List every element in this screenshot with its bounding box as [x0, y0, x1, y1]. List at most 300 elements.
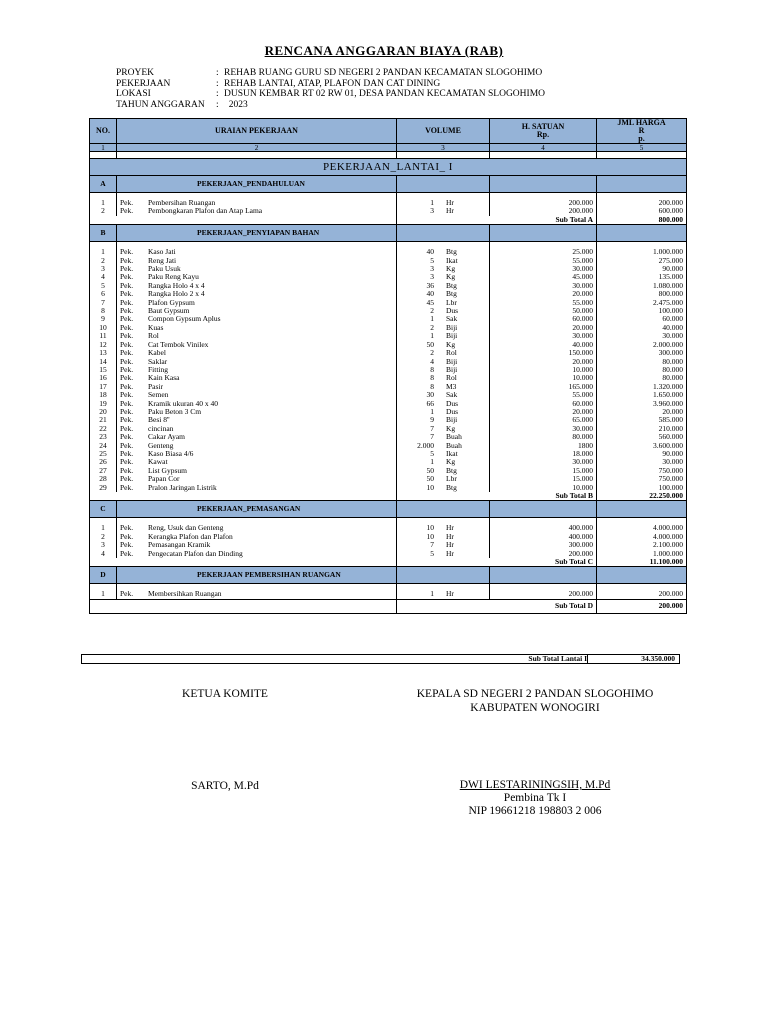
- column-header: H. SATUAN Rp.: [490, 119, 597, 144]
- item-unit: Rol: [446, 374, 457, 383]
- item-number: 22: [90, 425, 117, 433]
- spacer-row: [90, 152, 687, 159]
- item-unit-price: 20.000: [490, 358, 597, 366]
- item-unit: Btg: [446, 483, 457, 492]
- table-row: [90, 324, 687, 332]
- item-unit-price: 20.000: [490, 324, 597, 332]
- section-header-cell: [490, 225, 597, 242]
- item-prefix: Pek.: [120, 441, 134, 450]
- item-name: Baut Gypsum: [148, 307, 190, 316]
- item-quantity: 2: [430, 323, 434, 332]
- item-prefix: Pek.: [120, 466, 134, 475]
- item-prefix: Pek.: [120, 365, 134, 374]
- item-quantity: 8: [430, 365, 434, 374]
- subtotal-label: Sub Total B: [397, 492, 597, 501]
- item-name: Pembongkaran Plafon dan Atap Lama: [148, 207, 263, 216]
- item-volume: [397, 550, 490, 558]
- item-number: 11: [90, 332, 117, 340]
- column-number: 4: [490, 144, 597, 152]
- item-quantity: 8: [430, 374, 434, 383]
- item-total-price: 560.000: [597, 433, 687, 441]
- item-unit-price: 55.000: [490, 391, 597, 399]
- item-unit-price: 55.000: [490, 299, 597, 307]
- lantai-row: [90, 159, 687, 176]
- section-header-row: [90, 567, 687, 584]
- item-unit-price: 25.000: [490, 248, 597, 256]
- item-total-price: 200.000: [597, 199, 687, 207]
- item-number: 4: [90, 273, 117, 281]
- item-number: 13: [90, 349, 117, 357]
- item-number: 9: [90, 315, 117, 323]
- principal-rank: Pembina Tk I: [503, 792, 567, 804]
- item-prefix: Pek.: [120, 407, 134, 416]
- item-unit: Hr: [446, 532, 454, 541]
- section-header-cell: [490, 567, 597, 584]
- item-number: 6: [90, 290, 117, 298]
- item-total-price: 30.000: [597, 458, 687, 466]
- item-total-price: 1.000.000: [597, 248, 687, 256]
- table-row: [90, 467, 687, 475]
- item-name: Papan Cor: [148, 475, 180, 484]
- item-unit-price: 1800: [490, 442, 597, 450]
- item-description: [117, 400, 397, 408]
- section-code: B: [90, 225, 117, 242]
- meta-key: PROYEK: [116, 68, 155, 78]
- item-unit: Ikat: [446, 449, 458, 458]
- item-total-price: 135.000: [597, 273, 687, 281]
- section-code: A: [90, 176, 117, 193]
- item-name: Pralon Jaringan Listrik: [148, 483, 217, 492]
- item-quantity: 2: [430, 349, 434, 358]
- grand-total-value: 34.350.000: [641, 654, 675, 663]
- item-unit: Dus: [446, 399, 459, 408]
- item-volume: [397, 524, 490, 532]
- item-volume: [397, 307, 490, 315]
- section-code: C: [90, 501, 117, 518]
- item-unit-price: 300.000: [490, 541, 597, 549]
- item-number: 2: [90, 257, 117, 265]
- item-volume: [397, 332, 490, 340]
- item-name: Compon Gypsum Aplus: [148, 315, 221, 324]
- item-number: 15: [90, 366, 117, 374]
- subtotal-value: 800.000: [597, 216, 687, 225]
- item-quantity: 1: [430, 407, 434, 416]
- item-quantity: 4: [430, 357, 434, 366]
- table-row: [90, 257, 687, 265]
- table-row: [90, 265, 687, 273]
- table-row: [90, 341, 687, 349]
- item-unit-price: 200.000: [490, 207, 597, 215]
- item-quantity: 50: [426, 340, 434, 349]
- table-row: [90, 199, 687, 207]
- section-header-cell: [597, 501, 687, 518]
- item-total-price: 1.000.000: [597, 550, 687, 558]
- item-name: Pasir: [148, 382, 163, 391]
- item-description: [117, 467, 397, 475]
- item-name: Semen: [148, 391, 169, 400]
- item-unit: Sak: [446, 315, 458, 324]
- item-total-price: 100.000: [597, 484, 687, 492]
- item-total-price: 90.000: [597, 265, 687, 273]
- item-prefix: Pek.: [120, 265, 134, 274]
- item-number: 19: [90, 400, 117, 408]
- item-unit: Btg: [446, 248, 457, 257]
- item-quantity: 1: [430, 332, 434, 341]
- item-total-price: 800.000: [597, 290, 687, 298]
- item-name: Paku Beton 3 Cm: [148, 407, 202, 416]
- item-volume: [397, 383, 490, 391]
- table-row: [90, 408, 687, 416]
- table-row: [90, 442, 687, 450]
- subtotal-blank: [90, 599, 397, 613]
- table-row: [90, 248, 687, 256]
- item-name: Cat Tembok Vinilex: [148, 340, 209, 349]
- item-unit-price: 10.000: [490, 366, 597, 374]
- item-volume: [397, 282, 490, 290]
- item-description: [117, 332, 397, 340]
- item-quantity: 2: [430, 307, 434, 316]
- item-name: Cakar Ayam: [148, 433, 186, 442]
- section-header-cell: [490, 176, 597, 193]
- item-prefix: Pek.: [120, 332, 134, 341]
- item-unit-price: 400.000: [490, 524, 597, 532]
- table-row: [90, 374, 687, 382]
- item-prefix: Pek.: [120, 307, 134, 316]
- item-prefix: Pek.: [120, 357, 134, 366]
- item-name: Kaso Biasa 4/6: [148, 449, 194, 458]
- table-row: [90, 590, 687, 599]
- column-header: URAIAN PEKERJAAN: [117, 119, 397, 144]
- item-name: Membersihkan Ruangan: [148, 590, 222, 599]
- project-meta: [116, 68, 545, 110]
- item-unit-price: 10.000: [490, 484, 597, 492]
- item-name: Kawat: [148, 458, 168, 467]
- item-description: [117, 358, 397, 366]
- subtotal-row: [90, 558, 687, 567]
- item-total-price: 3.600.000: [597, 442, 687, 450]
- item-prefix: Pek.: [120, 399, 134, 408]
- item-name: List Gypsum: [148, 466, 187, 475]
- item-total-price: 200.000: [597, 590, 687, 599]
- item-volume: [397, 541, 490, 549]
- item-unit-price: 165.000: [490, 383, 597, 391]
- item-unit: Kg: [446, 424, 456, 433]
- item-unit-price: 200.000: [490, 199, 597, 207]
- item-volume: [397, 408, 490, 416]
- item-prefix: Pek.: [120, 524, 134, 533]
- item-description: [117, 366, 397, 374]
- meta-colon: :: [216, 68, 219, 78]
- column-number-row: [90, 144, 687, 152]
- item-unit: Biji: [446, 332, 458, 341]
- item-unit: Biji: [446, 323, 458, 332]
- table-row: [90, 400, 687, 408]
- table-row: [90, 290, 687, 298]
- item-number: 18: [90, 391, 117, 399]
- item-number: 2: [90, 533, 117, 541]
- subtotal-value: 11.100.000: [597, 558, 687, 567]
- item-volume: [397, 349, 490, 357]
- item-name: Kain Kasa: [148, 374, 180, 383]
- item-prefix: Pek.: [120, 449, 134, 458]
- item-quantity: 3: [430, 207, 434, 216]
- subtotal-row: [90, 599, 687, 613]
- item-prefix: Pek.: [120, 424, 134, 433]
- item-unit-price: 18.000: [490, 450, 597, 458]
- item-name: Kramik ukuran 40 x 40: [148, 399, 218, 408]
- item-unit-price: 10.000: [490, 374, 597, 382]
- item-quantity: 45: [426, 298, 434, 307]
- meta-row: [116, 89, 545, 100]
- meta-colon: :: [216, 99, 219, 110]
- principal-name: DWI LESTARININGSIH, M.Pd: [459, 779, 611, 791]
- item-unit-price: 40.000: [490, 341, 597, 349]
- item-quantity: 10: [426, 483, 434, 492]
- item-description: [117, 416, 397, 424]
- item-unit-price: 20.000: [490, 290, 597, 298]
- item-prefix: Pek.: [120, 199, 134, 207]
- table-row: [90, 524, 687, 532]
- item-description: [117, 199, 397, 207]
- item-prefix: Pek.: [120, 374, 134, 383]
- item-volume: [397, 475, 490, 483]
- item-number: 3: [90, 541, 117, 549]
- item-prefix: Pek.: [120, 281, 134, 290]
- item-description: [117, 374, 397, 382]
- item-quantity: 1: [430, 199, 434, 207]
- item-prefix: Pek.: [120, 340, 134, 349]
- spacer-cell: [397, 152, 490, 159]
- item-number: 8: [90, 307, 117, 315]
- item-number: 14: [90, 358, 117, 366]
- section-header-cell: [397, 501, 490, 518]
- item-unit-price: 400.000: [490, 533, 597, 541]
- item-prefix: Pek.: [120, 541, 134, 550]
- item-volume: [397, 484, 490, 492]
- item-volume: [397, 257, 490, 265]
- item-total-price: 80.000: [597, 366, 687, 374]
- grand-total-label: Sub Total Lantai I: [528, 654, 587, 663]
- item-unit: Hr: [446, 541, 454, 550]
- item-volume: [397, 199, 490, 207]
- item-volume: [397, 467, 490, 475]
- item-description: [117, 541, 397, 549]
- item-unit: Lbr: [446, 475, 457, 484]
- item-volume: [397, 433, 490, 441]
- item-unit: Hr: [446, 199, 454, 207]
- item-quantity: 5: [430, 449, 434, 458]
- item-unit-price: 30.000: [490, 265, 597, 273]
- item-unit: Dus: [446, 307, 459, 316]
- grand-total-row: [81, 654, 680, 664]
- meta-value: REHAB LANTAI, ATAP, PLAFON DAN CAT DINING: [224, 78, 441, 89]
- column-header: JML HARGA R p.: [597, 119, 687, 144]
- item-quantity: 50: [426, 475, 434, 484]
- item-description: [117, 484, 397, 492]
- item-unit-price: 20.000: [490, 408, 597, 416]
- item-name: Pengecatan Plafon dan Dinding: [148, 549, 243, 558]
- item-volume: [397, 265, 490, 273]
- item-quantity: 5: [430, 549, 434, 558]
- table-row: [90, 307, 687, 315]
- section-header-cell: [397, 225, 490, 242]
- item-prefix: Pek.: [120, 458, 134, 467]
- table-row: [90, 273, 687, 281]
- item-total-price: 2.000.000: [597, 341, 687, 349]
- item-unit: Buah: [446, 433, 462, 442]
- item-number: 1: [90, 199, 117, 207]
- item-name: Paku Reng Kayu: [148, 273, 199, 282]
- item-prefix: Pek.: [120, 315, 134, 324]
- item-quantity: 40: [426, 290, 434, 299]
- spacer-cell: [90, 152, 117, 159]
- section-header-cell: [597, 225, 687, 242]
- item-unit: Ikat: [446, 256, 458, 265]
- item-name: Kaso Jati: [148, 248, 176, 257]
- item-name: Saklar: [148, 357, 168, 366]
- item-number: 23: [90, 433, 117, 441]
- item-number: 1: [90, 590, 117, 599]
- item-quantity: 1: [430, 458, 434, 467]
- item-unit-price: 45.000: [490, 273, 597, 281]
- item-volume: [397, 416, 490, 424]
- item-description: [117, 383, 397, 391]
- item-description: [117, 349, 397, 357]
- table-row: [90, 433, 687, 441]
- subtotal-label: Sub Total D: [397, 599, 597, 613]
- item-number: 24: [90, 442, 117, 450]
- meta-key: LOKASI: [116, 89, 151, 99]
- item-volume: [397, 358, 490, 366]
- item-name: Plafon Gypsum: [148, 298, 195, 307]
- item-total-price: 80.000: [597, 374, 687, 382]
- section-title: PEKERJAAN_PENDAHULUAN: [117, 176, 397, 193]
- item-description: [117, 433, 397, 441]
- section-header-cell: [597, 176, 687, 193]
- item-total-price: 90.000: [597, 450, 687, 458]
- item-unit: Sak: [446, 391, 458, 400]
- item-description: [117, 590, 397, 599]
- item-prefix: Pek.: [120, 298, 134, 307]
- item-name: Rol: [148, 332, 159, 341]
- section-header-cell: [490, 501, 597, 518]
- lantai-title: PEKERJAAN_LANTAI_ I: [90, 159, 687, 176]
- column-number: 2: [117, 144, 397, 152]
- meta-value: 2023: [224, 99, 248, 110]
- item-total-price: 1.650.000: [597, 391, 687, 399]
- item-number: 2: [90, 207, 117, 215]
- item-quantity: 3: [430, 273, 434, 282]
- item-unit: Btg: [446, 290, 457, 299]
- item-number: 27: [90, 467, 117, 475]
- principal-nip: NIP 19661218 198803 2 006: [468, 805, 602, 817]
- item-quantity: 7: [430, 424, 434, 433]
- item-name: Paku Usuk: [148, 265, 181, 274]
- item-quantity: 5: [430, 256, 434, 265]
- item-description: [117, 408, 397, 416]
- item-description: [117, 290, 397, 298]
- column-number: 3: [397, 144, 490, 152]
- item-name: Pemasangan Kramik: [148, 541, 211, 550]
- section-title: PEKERJAAN_PENYIAPAN BAHAN: [117, 225, 397, 242]
- item-prefix: Pek.: [120, 273, 134, 282]
- item-unit: Btg: [446, 466, 457, 475]
- item-unit-price: 200.000: [490, 590, 597, 599]
- item-name: Fitting: [148, 365, 169, 374]
- item-volume: [397, 442, 490, 450]
- item-number: 16: [90, 374, 117, 382]
- item-volume: [397, 207, 490, 215]
- item-unit: Kg: [446, 265, 456, 274]
- table-row: [90, 315, 687, 323]
- table-row: [90, 425, 687, 433]
- item-unit-price: 200.000: [490, 550, 597, 558]
- item-number: 28: [90, 475, 117, 483]
- item-description: [117, 391, 397, 399]
- item-total-price: 1.320.000: [597, 383, 687, 391]
- item-total-price: 750.000: [597, 475, 687, 483]
- item-description: [117, 265, 397, 273]
- item-description: [117, 257, 397, 265]
- item-total-price: 210.000: [597, 425, 687, 433]
- item-unit-price: 60.000: [490, 400, 597, 408]
- item-prefix: Pek.: [120, 433, 134, 442]
- item-volume: [397, 273, 490, 281]
- item-name: Genteng: [148, 441, 174, 450]
- item-name: Rangka Holo 2 x 4: [148, 290, 205, 299]
- item-quantity: 10: [426, 524, 434, 533]
- table-row: [90, 366, 687, 374]
- item-unit: Biji: [446, 357, 458, 366]
- item-description: [117, 282, 397, 290]
- column-number: 1: [90, 144, 117, 152]
- item-description: [117, 315, 397, 323]
- section-header-cell: [397, 567, 490, 584]
- principal-region: KABUPATEN WONOGIRI: [470, 702, 600, 714]
- item-unit: Rol: [446, 349, 457, 358]
- table-row: [90, 475, 687, 483]
- item-unit-price: 30.000: [490, 425, 597, 433]
- item-quantity: 1: [430, 315, 434, 324]
- item-volume: [397, 290, 490, 298]
- item-name: Pembersihan Ruangan: [148, 199, 216, 207]
- item-name: Kabel: [148, 349, 166, 358]
- item-total-price: 4.000.000: [597, 533, 687, 541]
- item-total-price: 1.080.000: [597, 282, 687, 290]
- item-quantity: 7: [430, 541, 434, 550]
- item-unit-price: 15.000: [490, 475, 597, 483]
- item-volume: [397, 533, 490, 541]
- committee-name: SARTO, M.Pd: [191, 780, 259, 792]
- item-description: [117, 273, 397, 281]
- item-total-price: 2.475.000: [597, 299, 687, 307]
- item-prefix: Pek.: [120, 483, 134, 492]
- item-description: [117, 299, 397, 307]
- item-total-price: 3.960.000: [597, 400, 687, 408]
- table-row: [90, 416, 687, 424]
- item-unit-price: 30.000: [490, 282, 597, 290]
- item-description: [117, 524, 397, 532]
- meta-key: TAHUN ANGGARAN: [116, 99, 205, 110]
- item-total-price: 600.000: [597, 207, 687, 215]
- item-unit: Kg: [446, 273, 456, 282]
- item-name: cincinan: [148, 424, 174, 433]
- item-number: 12: [90, 341, 117, 349]
- subtotal-blank: [90, 216, 397, 225]
- section-title: PEKERJAAN_PEMASANGAN: [117, 501, 397, 518]
- item-number: 26: [90, 458, 117, 466]
- item-total-price: 20.000: [597, 408, 687, 416]
